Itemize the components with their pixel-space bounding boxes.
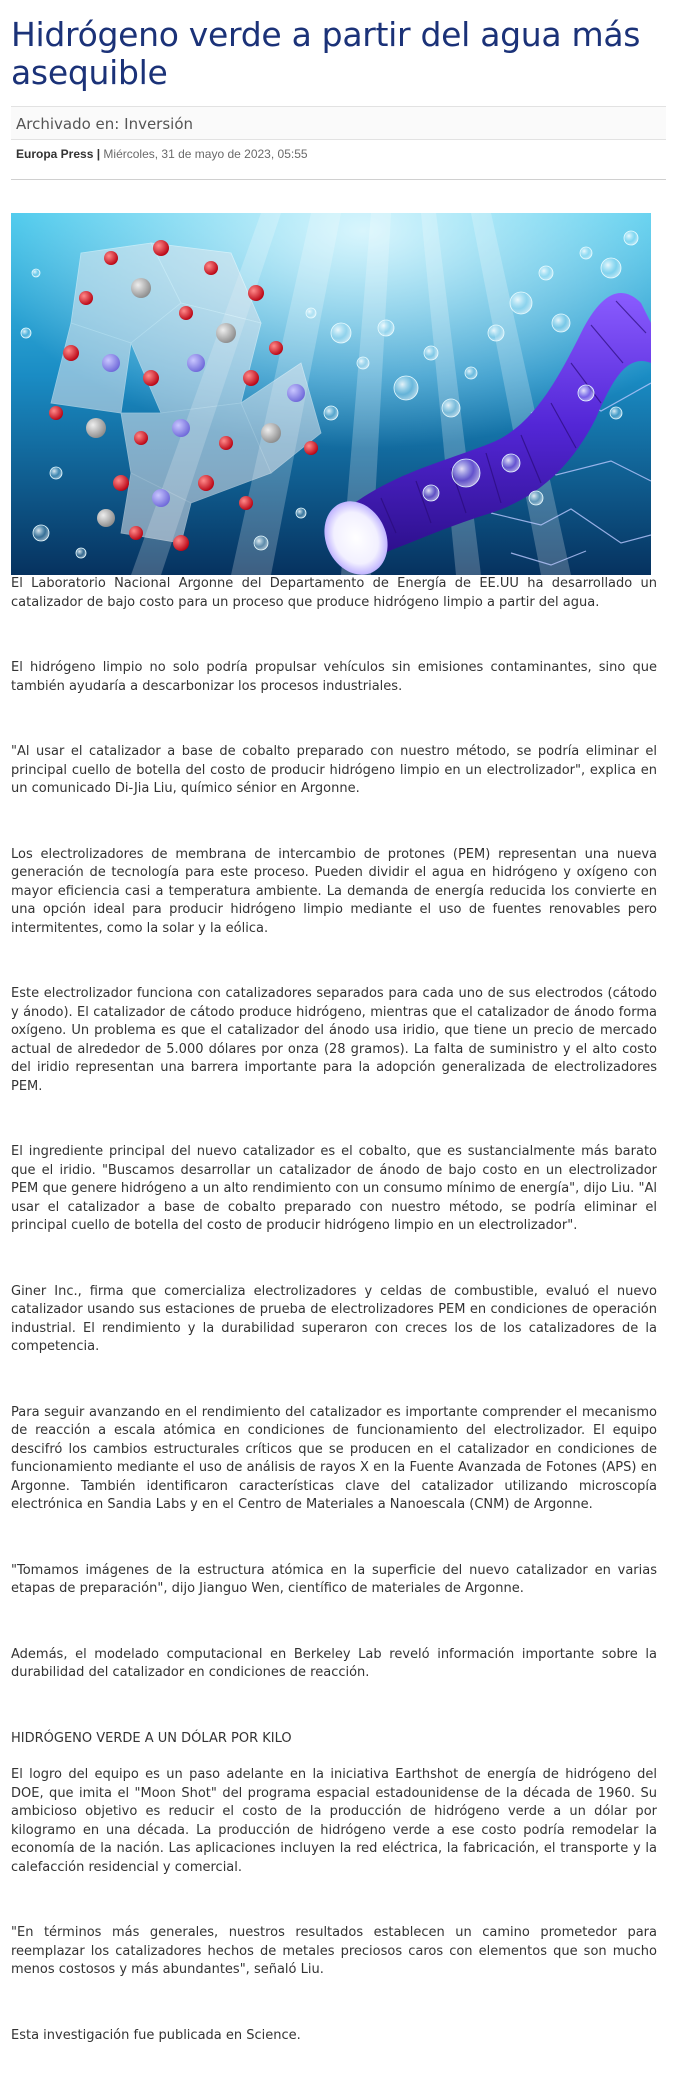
article-source: Europa Press (16, 147, 94, 161)
paragraph: Para seguir avanzando en el rendimiento del catalizador es importante comprender el mecanismo de reacción a escala atómica en condiciones de funcionamiento del electrolizador. El equipo descifró los cambios estructurales críticos que se producen en el catalizador en condiciones de funcionamiento mediante el uso de análisis de rayos X en la Fuente Avanzada de Fotones (APS) en Argonne. También identificaron características clave del catalizador utilizando microscopía electrónica en Sandia Labs y en el Centro de Materiales a Nanoescala (CNM) de Argonne. (11, 1404, 657, 1512)
archive-label: Archivado en: (16, 115, 120, 133)
paragraph: El ingrediente principal del nuevo catalizador es el cobalto, que es sustancialmente más barato que el iridio. "Buscamos desarrollar un catalizador de ánodo de bajo costo en un electrolizador PEM que genere hidrógeno a un alto rendimiento con un consumo mínimo de energía", dijo Liu. "Al usar el catalizador a base de cobalto preparado con nuestro método, se podría eliminar el principal cuello de botella del costo de producir hidrógeno limpio en un electrolizador". (11, 1144, 657, 1233)
section-subheading: HIDRÓGENO VERDE A UN DÓLAR POR KILO (11, 1730, 292, 1746)
paragraph: "En términos más generales, nuestros resultados establecen un camino prometedor para reemplazar los catalizadores hechos de metales preciosos caros con elementos que son mucho menos costosos y más abundantes", señaló Liu. (11, 1925, 657, 1977)
article-title: Hidrógeno verde a partir del agua más asequible (11, 15, 641, 92)
paragraph: Los electrolizadores de membrana de intercambio de protones (PEM) representan una nueva generación de tecnología para este proceso. Pueden dividir el agua en hidrógeno y oxígeno con mayor eficiencia casi a temperatura ambiente. La demanda de energía reducida los convierte en una opción ideal para producir hidrógeno limpio mediante el uso de fuentes renovables pero intermitentes, como la solar y la eólica. (11, 846, 657, 936)
byline-bar (11, 140, 666, 180)
paragraph: Este electrolizador funciona con catalizadores separados para cada uno de sus electrodos (cátodo y ánodo). El catalizador de cátodo produce hidrógeno, mientras que el catalizador de ánodo forma oxígeno. Un problema es que el catalizador del ánodo usa iridio, que tiene un precio de mercado actual de alrededor de 5.000 dólares por onza (28 gramos). La falta de suministro y el alto costo del iridio representan una barrera importante para la adopción generalizada de electrolizadores PEM. (11, 986, 657, 1094)
paragraph: Además, el modelado computacional en Berkeley Lab reveló información importante sobre la durabilidad del catalizador en condiciones de reacción. (11, 1646, 657, 1680)
article-date: Miércoles, 31 de mayo de 2023, 05:55 (103, 147, 308, 161)
paragraph: Esta investigación fue publicada en Science. (11, 2027, 301, 2043)
archive-text (16, 115, 193, 133)
paragraph: Giner Inc., firma que comercializa electrolizadores y celdas de combustible, evaluó el nuevo catalizador usando sus estaciones de prueba de electrolizadores PEM en condiciones de operación industrial. El rendimiento y la durabilidad superaron con creces los de los catalizadores de la competencia. (11, 1283, 657, 1354)
paragraph: El hidrógeno limpio no solo podría propulsar vehículos sin emisiones contaminantes, sino que también ayudaría a descarbonizar los procesos industriales. (11, 660, 657, 694)
archive-category-link[interactable]: Inversión (124, 115, 194, 133)
hero-image (11, 213, 651, 575)
archive-bar (11, 106, 666, 140)
paragraph: El logro del equipo es un paso adelante en la iniciativa Earthshot de energía de hidrógeno del DOE, que imita el "Moon Shot" del programa espacial estadounidense de la década de 1960. Su ambicioso objetivo es reducir el costo de la producción de hidrógeno verde a un dólar por kilogramo en una década. La producción de hidrógeno verde a ese costo podría remodelar la economía de la nación. Las aplicaciones incluyen la red eléctrica, la fabricación, el transporte y la calefacción residencial y comercial. (11, 1767, 657, 1875)
catalyst-illustration (11, 213, 651, 575)
byline-separator: | (96, 147, 101, 161)
article-body (11, 575, 657, 2092)
paragraph: "Tomamos imágenes de la estructura atómica en la superficie del nuevo catalizador en varias etapas de preparación", dijo Jianguo Wen, científico de materiales de Argonne. (11, 1562, 657, 1596)
paragraph: El Laboratorio Nacional Argonne del Departamento de Energía de EE.UU ha desarrollado un catalizador de bajo costo para un proceso que produce hidrógeno limpio a partir del agua. (11, 576, 657, 610)
byline (16, 147, 308, 161)
paragraph: "Al usar el catalizador a base de cobalto preparado con nuestro método, se podría eliminar el principal cuello de botella del costo de producir hidrógeno limpio en un electrolizador", explica en un comunicado Di-Jia Liu, químico sénior en Argonne. (11, 744, 657, 796)
